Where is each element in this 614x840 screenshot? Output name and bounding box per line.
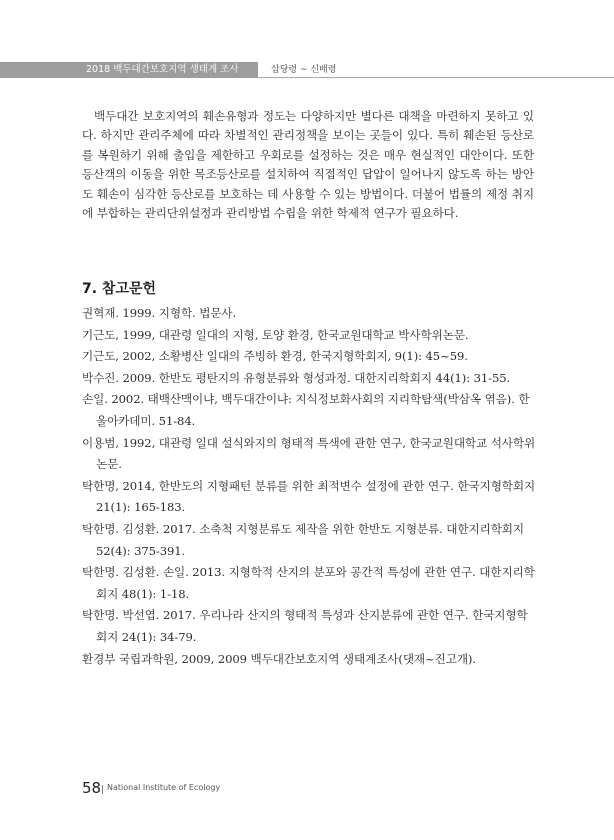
body-paragraph-text: 백두대간 보호지역의 훼손유형과 정도는 다양하지만 별다른 대책을 마련하지 못하고 있다. 하지만 관리주체에 따라 차별적인 관리정책을 보이는 곳들이 있다. 특히 훼손된 등산로를 복원하기 위해 출입을 제한하고 우회로를 설정하는 것은 매우 현실적인 대안이다. 또한 등산객의 이동을 위한 목조등산로를 설치하여 직접적인 답압이 일어나지 않도록 하는 방안도 훼손이 심각한 등산로를 보호하는 데 사용할 수 있는 방법이다. 더불어 법률의 제정 취지에 부합하는 관리단위설정과 관리방법 수립을 위한 학제적 연구가 필요하다. xyxy=(82,109,534,221)
page-number: 58 xyxy=(82,779,102,797)
reference-item: 기근도, 1999, 대관령 일대의 지형, 토양 환경, 한국교원대학교 박사학위논문. xyxy=(82,327,469,342)
reference-item: 이용범, 1992, 대관령 일대 설식와지의 형태적 특색에 관한 연구, 한국교원대학교 석사학위논문. xyxy=(82,435,536,472)
section-heading: 7. 참고문헌 xyxy=(82,281,157,297)
reference-item: 탁한명. 박선엽. 2017. 우리나라 산지의 형태적 특성과 산지분류에 관한 연구. 한국지형학회지 24(1): 34-79. xyxy=(82,608,528,644)
reference-item: 박수진. 2009. 한반도 평탄지의 유형분류와 형성과정. 대한지리학회지 44(1): 31-55. xyxy=(82,370,511,385)
reference-item: 탁한명, 2014, 한반도의 지형패턴 분류를 위한 최적변수 설정에 관한 연구. 한국지형학회지 21(1): 165-183. xyxy=(82,478,536,515)
reference-item: 탁한명. 김성환. 2017. 소축척 지형분류도 제작을 위한 한반도 지형분류. 대한지리학회지 52(4): 375-391. xyxy=(82,521,525,558)
body-paragraph xyxy=(82,107,534,223)
reference-item: 환경부 국립과학원, 2009, 2009 백두대간보호지역 생태계조사(댓재~진고개). xyxy=(82,651,476,666)
reference-list xyxy=(82,303,538,670)
header-rule xyxy=(258,77,614,78)
running-header-title: 2018 백두대간보호지역 생태계 조사 xyxy=(86,64,239,75)
running-header-subtitle: 삽당령 ~ 신배령 xyxy=(271,65,337,75)
reference-item: 기근도, 2002, 소황병산 일대의 주빙하 환경, 한국지형학회지, 9(1): 45~59. xyxy=(82,349,468,364)
reference-item: 손일. 2002. 태백산맥이냐, 백두대간이냐: 지식정보화사회의 지리학탐색(박삼옥 엮음). 한울아카데미. 51-84. xyxy=(82,392,530,428)
footer-organization: National Institute of Ecology xyxy=(107,783,221,792)
reference-item: 탁한명. 김성환. 손일. 2013. 지형학적 산지의 분포와 공간적 특성에 관한 연구. 대한지리학회지 48(1): 1-18. xyxy=(82,565,535,601)
footer-separator xyxy=(102,785,103,794)
reference-item: 권혁재. 1999. 지형학. 법문사. xyxy=(82,306,237,320)
